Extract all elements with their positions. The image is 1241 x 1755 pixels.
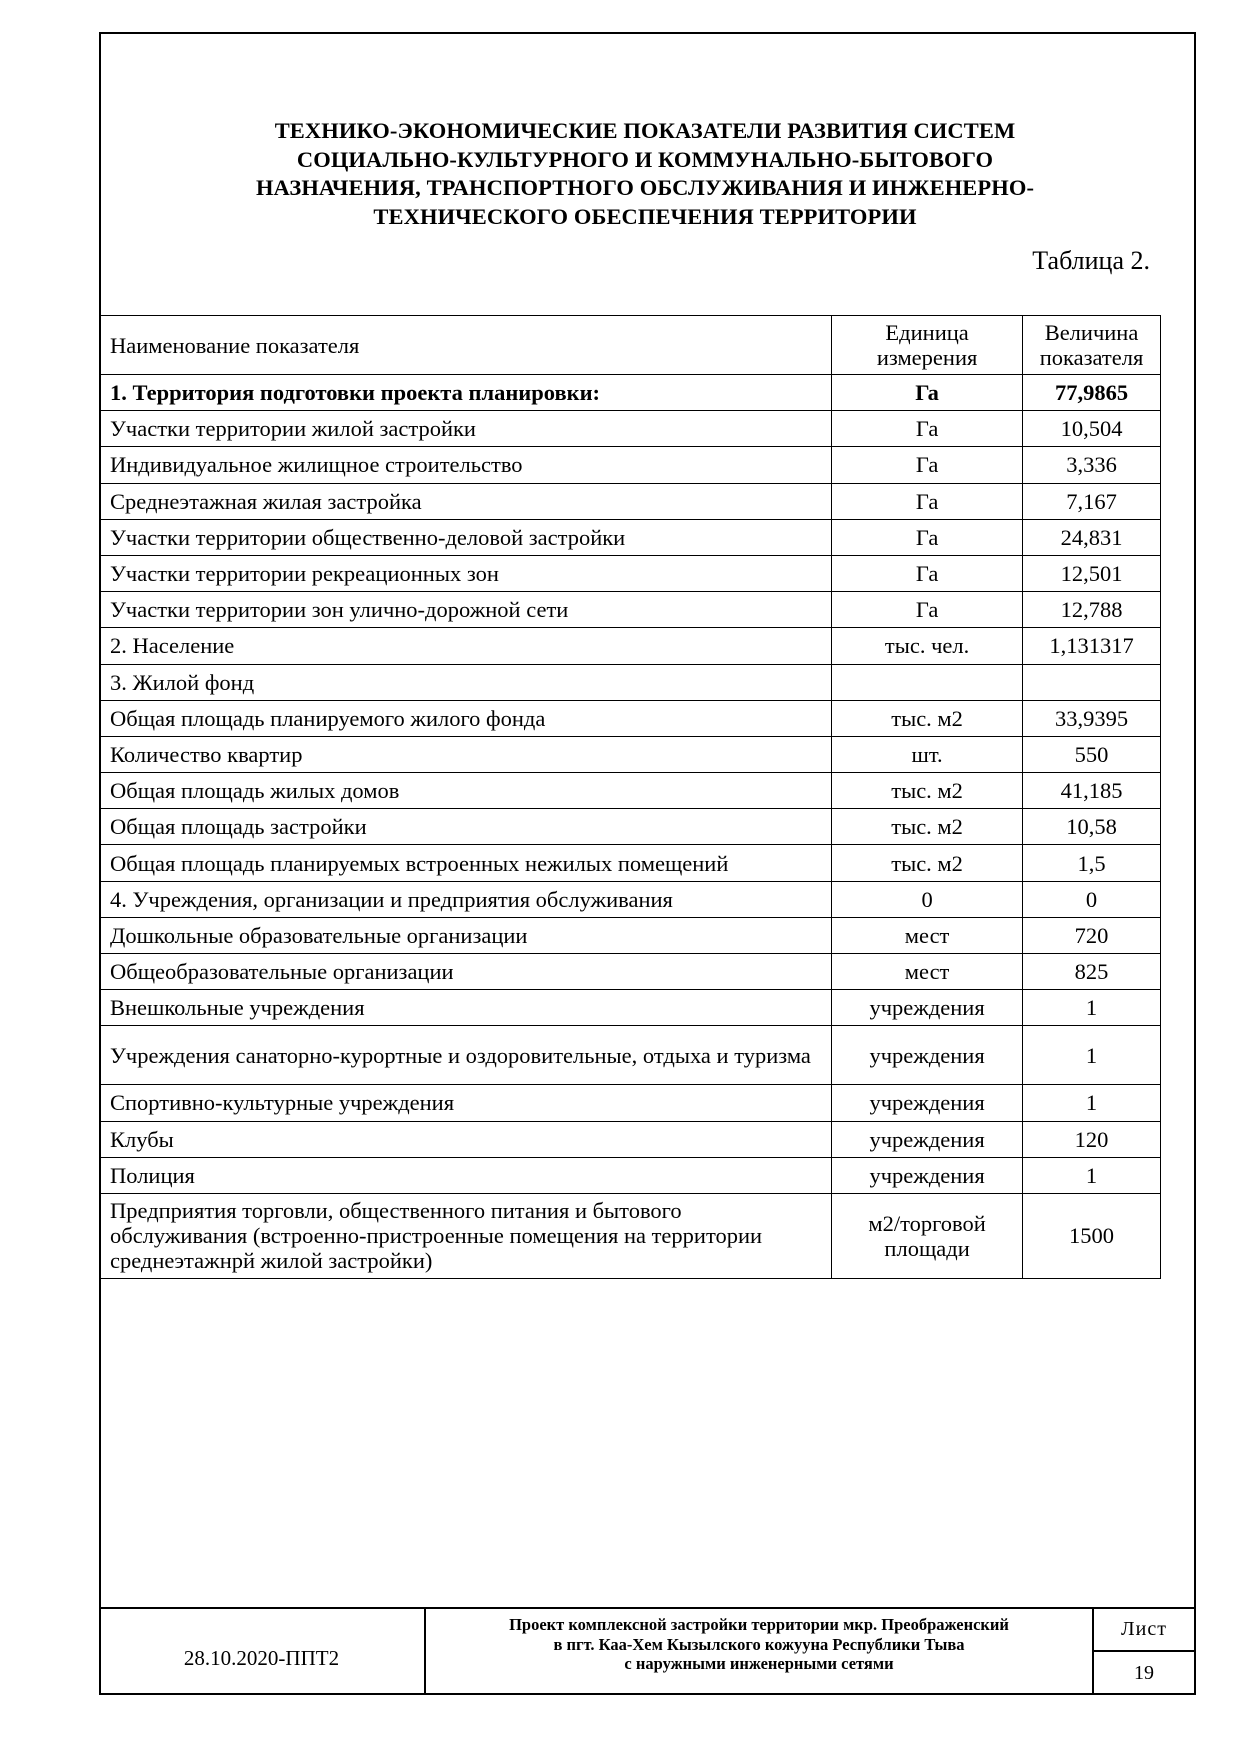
row-name-cell: 3. Жилой фонд	[100, 664, 832, 700]
description-line: Проект комплексной застройки территории мкр. Преображенский	[509, 1615, 1009, 1634]
row-name-cell: Общеобразовательные организации	[100, 954, 832, 990]
row-unit-cell: Га	[832, 519, 1023, 555]
row-name-cell: Общая площадь застройки	[100, 809, 832, 845]
table-row	[100, 519, 1161, 555]
table-row	[100, 447, 1161, 483]
sheet-label: Лист	[1094, 1608, 1194, 1652]
table-row	[100, 1026, 1161, 1085]
row-name-cell: Среднеэтажная жилая застройка	[100, 483, 832, 519]
description-line: в пгт. Каа-Хем Кызылского кожууна Республики Тыва	[553, 1634, 965, 1654]
project-description	[426, 1608, 1094, 1695]
table-row	[100, 375, 1161, 411]
table-header-row	[100, 316, 1161, 375]
table-row	[100, 1085, 1161, 1121]
table-row	[100, 773, 1161, 809]
row-value-cell: 41,185	[1023, 773, 1161, 809]
row-name-cell: Внешкольные учреждения	[100, 990, 832, 1026]
table-row	[100, 990, 1161, 1026]
row-name-cell: Участки территории общественно-деловой застройки	[100, 519, 832, 555]
row-name-cell: Предприятия торговли, общественного питания и бытового обслуживания (встроенно-пристроенные помещения на территории среднеэтажнрй жилой застройки)	[100, 1193, 832, 1278]
row-unit-cell: тыс. м2	[832, 845, 1023, 881]
row-value-cell: 120	[1023, 1121, 1161, 1157]
row-unit-cell: Га	[832, 483, 1023, 519]
row-name-cell: Учреждения санаторно-курортные и оздоровительные, отдыха и туризма	[100, 1026, 832, 1085]
table-row	[100, 555, 1161, 591]
row-value-cell: 12,501	[1023, 555, 1161, 591]
table-row	[100, 1157, 1161, 1193]
row-unit-cell: 0	[832, 881, 1023, 917]
table-row	[100, 1193, 1161, 1278]
row-value-cell: 12,788	[1023, 592, 1161, 628]
table-row	[100, 664, 1161, 700]
row-value-cell: 1	[1023, 990, 1161, 1026]
header-unit: Единица измерения	[832, 316, 1023, 375]
row-name-cell: Общая площадь планируемых встроенных нежилых помещений	[100, 845, 832, 881]
row-value-cell: 10,504	[1023, 411, 1161, 447]
row-value-cell: 0	[1023, 881, 1161, 917]
row-unit-cell: учреждения	[832, 1085, 1023, 1121]
row-value-cell: 1,5	[1023, 845, 1161, 881]
header-value: Величина показателя	[1023, 316, 1161, 375]
row-value-cell: 825	[1023, 954, 1161, 990]
row-value-cell	[1023, 664, 1161, 700]
row-value-cell: 720	[1023, 917, 1161, 953]
table-row	[100, 592, 1161, 628]
row-unit-cell: Га	[832, 592, 1023, 628]
table-row	[100, 881, 1161, 917]
row-value-cell: 7,167	[1023, 483, 1161, 519]
table-row	[100, 809, 1161, 845]
row-value-cell: 1	[1023, 1085, 1161, 1121]
row-value-cell: 1500	[1023, 1193, 1161, 1278]
table-row	[100, 736, 1161, 772]
row-unit-cell: мест	[832, 917, 1023, 953]
row-name-cell: 2. Население	[100, 628, 832, 664]
title-line: ТЕХНИЧЕСКОГО ОБЕСПЕЧЕНИЯ ТЕРРИТОРИИ	[373, 203, 917, 229]
row-name-cell: Количество квартир	[100, 736, 832, 772]
row-unit-cell	[832, 664, 1023, 700]
table-row	[100, 483, 1161, 519]
table-caption: Таблица 2.	[1032, 246, 1150, 275]
description-line: с наружными инженерными сетями	[624, 1654, 894, 1673]
row-name-cell: 4. Учреждения, организации и предприятия обслуживания	[100, 881, 832, 917]
row-name-cell: Общая площадь жилых домов	[100, 773, 832, 809]
table-row	[100, 411, 1161, 447]
row-unit-cell: учреждения	[832, 990, 1023, 1026]
row-unit-cell: Га	[832, 375, 1023, 411]
header-name: Наименование показателя	[100, 316, 832, 375]
table-row	[100, 628, 1161, 664]
row-unit-cell: шт.	[832, 736, 1023, 772]
table-row	[100, 954, 1161, 990]
row-unit-cell: м2/торговой площади	[832, 1193, 1023, 1278]
row-value-cell: 77,9865	[1023, 375, 1161, 411]
row-unit-cell: Га	[832, 411, 1023, 447]
document-code: 28.10.2020-ППТ2	[99, 1608, 426, 1695]
indicators-table	[99, 315, 1161, 1279]
row-value-cell: 550	[1023, 736, 1161, 772]
table-row	[100, 700, 1161, 736]
row-value-cell: 24,831	[1023, 519, 1161, 555]
table-row	[100, 1121, 1161, 1157]
row-unit-cell: тыс. чел.	[832, 628, 1023, 664]
row-name-cell: Участки территории рекреационных зон	[100, 555, 832, 591]
title-line: НАЗНАЧЕНИЯ, ТРАНСПОРТНОГО ОБСЛУЖИВАНИЯ И ИНЖЕНЕРНО-	[255, 175, 1035, 200]
title-line: ТЕХНИКО-ЭКОНОМИЧЕСКИЕ ПОКАЗАТЕЛИ РАЗВИТИЯ СИСТЕМ	[274, 118, 1016, 143]
row-name-cell: 1. Территория подготовки проекта планировки:	[100, 375, 832, 411]
row-value-cell: 1	[1023, 1157, 1161, 1193]
row-unit-cell: тыс. м2	[832, 773, 1023, 809]
row-value-cell: 1	[1023, 1026, 1161, 1085]
row-name-cell: Участки территории жилой застройки	[100, 411, 832, 447]
row-value-cell: 3,336	[1023, 447, 1161, 483]
row-unit-cell: тыс. м2	[832, 809, 1023, 845]
document-title	[200, 117, 1090, 231]
sheet-number: 19	[1134, 1662, 1154, 1684]
row-unit-cell: учреждения	[832, 1121, 1023, 1157]
table-row	[100, 845, 1161, 881]
title-block	[99, 1608, 1196, 1695]
row-value-cell: 1,131317	[1023, 628, 1161, 664]
row-unit-cell: учреждения	[832, 1026, 1023, 1085]
row-name-cell: Дошкольные образовательные организации	[100, 917, 832, 953]
table-row	[100, 917, 1161, 953]
row-unit-cell: мест	[832, 954, 1023, 990]
row-unit-cell: Га	[832, 447, 1023, 483]
row-name-cell: Общая площадь планируемого жилого фонда	[100, 700, 832, 736]
row-unit-cell: тыс. м2	[832, 700, 1023, 736]
row-name-cell: Участки территории зон улично-дорожной сети	[100, 592, 832, 628]
row-name-cell: Спортивно-культурные учреждения	[100, 1085, 832, 1121]
row-name-cell: Полиция	[100, 1157, 832, 1193]
row-value-cell: 33,9395	[1023, 700, 1161, 736]
row-value-cell: 10,58	[1023, 809, 1161, 845]
row-unit-cell: учреждения	[832, 1157, 1023, 1193]
title-line: СОЦИАЛЬНО-КУЛЬТУРНОГО И КОММУНАЛЬНО-БЫТОВОГО	[296, 146, 994, 172]
row-name-cell: Индивидуальное жилищное строительство	[100, 447, 832, 483]
row-name-cell: Клубы	[100, 1121, 832, 1157]
row-unit-cell: Га	[832, 555, 1023, 591]
